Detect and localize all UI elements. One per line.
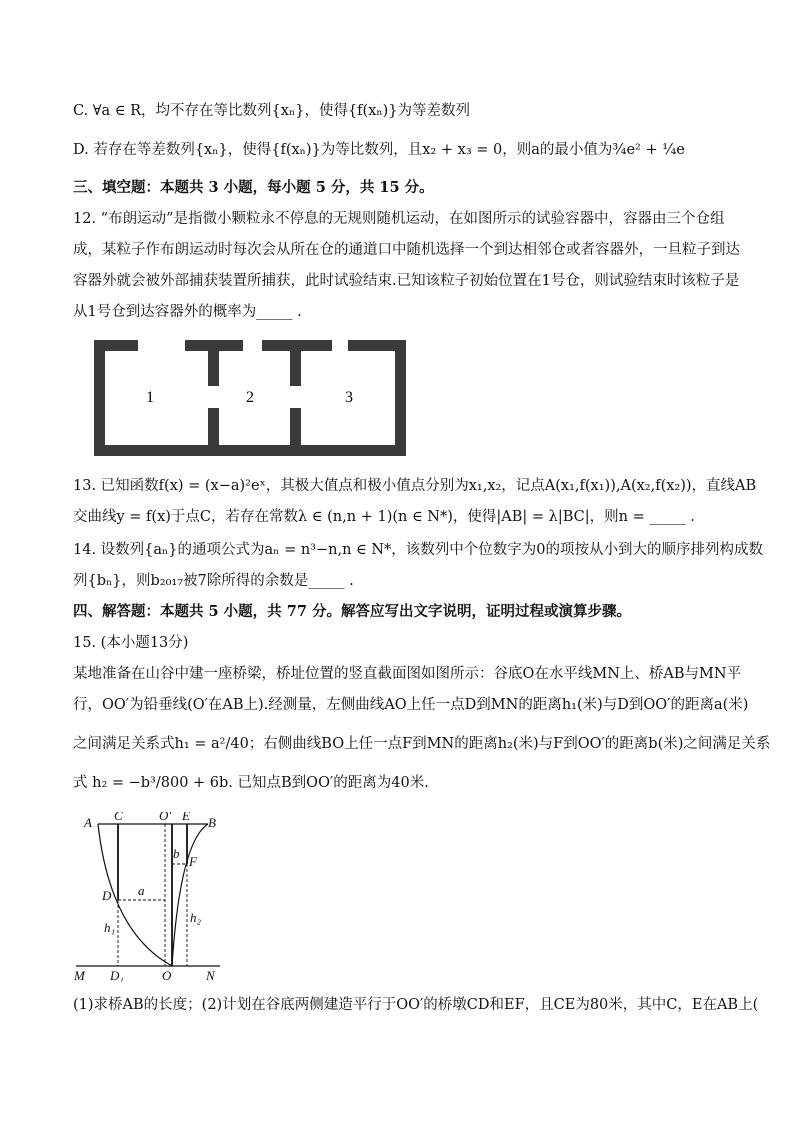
q12-line-4: 从1号仓到达容器外的概率为_____ . xyxy=(73,304,302,320)
section-4-header: 四、解答题：本题共 5 小题，共 77 分。解答应写出文字说明，证明过程或演算步骤。 xyxy=(73,603,631,620)
section-3-header: 三、填空题：本题共 3 小题，每小题 5 分，共 15 分。 xyxy=(73,179,434,196)
q15-line-5: (1)求桥AB的长度；(2)计划在谷底两侧建造平行于OO′的桥墩CD和EF，且CE为80米，其中C，E在AB上( xyxy=(73,997,759,1013)
label-C: C xyxy=(114,812,123,823)
q13-line-1: 13. 已知函数f(x) = (x−a)²eˣ，其极大值点和极小值点分别为x₁,x₂，记点A(x₁,f(x₁)),A(x₂,f(x₂))，直线AB xyxy=(73,478,757,494)
label-h1: h₁ xyxy=(104,920,116,935)
q15-line-3: 之间满足关系式h₁ = a²/40；右侧曲线BO上任一点F到MN的距离h₂(米)与F到OO′的距离b(米)之间满足关系 xyxy=(73,736,771,752)
q15-header: 15. (本小题13分) xyxy=(73,635,189,651)
q12-line-1: 12. “布朗运动”是指微小颗粒永不停息的无规则随机运动，在如图所示的试验容器中，容器由三个仓组 xyxy=(73,211,725,227)
q12-line-2: 成，某粒子作布朗运动时每次会从所在仓的通道口中随机选择一个到达相邻仓或者容器外，一旦粒子到达 xyxy=(73,242,740,258)
label-O: O xyxy=(162,968,172,982)
label-B: B xyxy=(208,815,216,830)
chamber-3-label: 3 xyxy=(345,389,353,406)
brownian-container-figure xyxy=(90,336,410,460)
option-d: D. 若存在等差数列{xₙ}，使得{f(xₙ)}为等比数列，且x₂ + x₃ = 0，则a的最小值为¾e² + ¼e xyxy=(73,142,685,158)
option-c: C. ∀a ∈ R，均不存在等比数列{xₙ}，使得{f(xₙ)}为等差数列 xyxy=(73,103,471,119)
q13-line-2: 交曲线y = f(x)于点C，若存在常数λ ∈ (n,n + 1)(n ∈ N*)，使得|AB| = λ|BC|，则n = _____ . xyxy=(73,509,695,525)
label-E: E xyxy=(182,812,190,823)
label-O-prime: O′ xyxy=(159,812,172,823)
q15-line-2: 行，OO′为铅垂线(O′在AB上).经测量，左侧曲线AO上任一点D到MN的距离h₁(米)与D到OO′的距离a(米) xyxy=(73,697,749,713)
label-a: a xyxy=(138,883,145,898)
label-b: b xyxy=(173,846,180,861)
q14-line-1: 14. 设数列{aₙ}的通项公式为aₙ = n³−n,n ∈ N*，该数列中个位数字为0的项按从小到大的顺序排列构成数 xyxy=(73,542,764,558)
q12-line-3: 容器外就会被外部捕获装置所捕获，此时试验结束.已知该粒子初始位置在1号仓，则试验结束时该粒子是 xyxy=(73,273,740,289)
q15-line-1: 某地准备在山谷中建一座桥梁，桥址位置的竖直截面图如图所示：谷底O在水平线MN上、桥AB与MN平 xyxy=(73,666,742,682)
label-D1: D₁ xyxy=(110,968,124,982)
label-A: A xyxy=(84,815,92,830)
chamber-1-label: 1 xyxy=(146,389,154,406)
q14-line-2: 列{bₙ}，则b₂₀₁₇被7除所得的余数是_____ . xyxy=(73,573,354,589)
bridge-valley-figure xyxy=(70,812,230,982)
q15-line-4: 式 h₂ = −b³/800 + 6b. 已知点B到OO′的距离为40米. xyxy=(73,775,429,791)
label-N: N xyxy=(206,968,215,982)
chamber-2-label: 2 xyxy=(246,389,254,406)
label-M: M xyxy=(74,968,85,982)
label-D: D xyxy=(102,888,112,903)
label-F: F xyxy=(189,854,197,869)
label-h2: h₂ xyxy=(190,910,202,925)
